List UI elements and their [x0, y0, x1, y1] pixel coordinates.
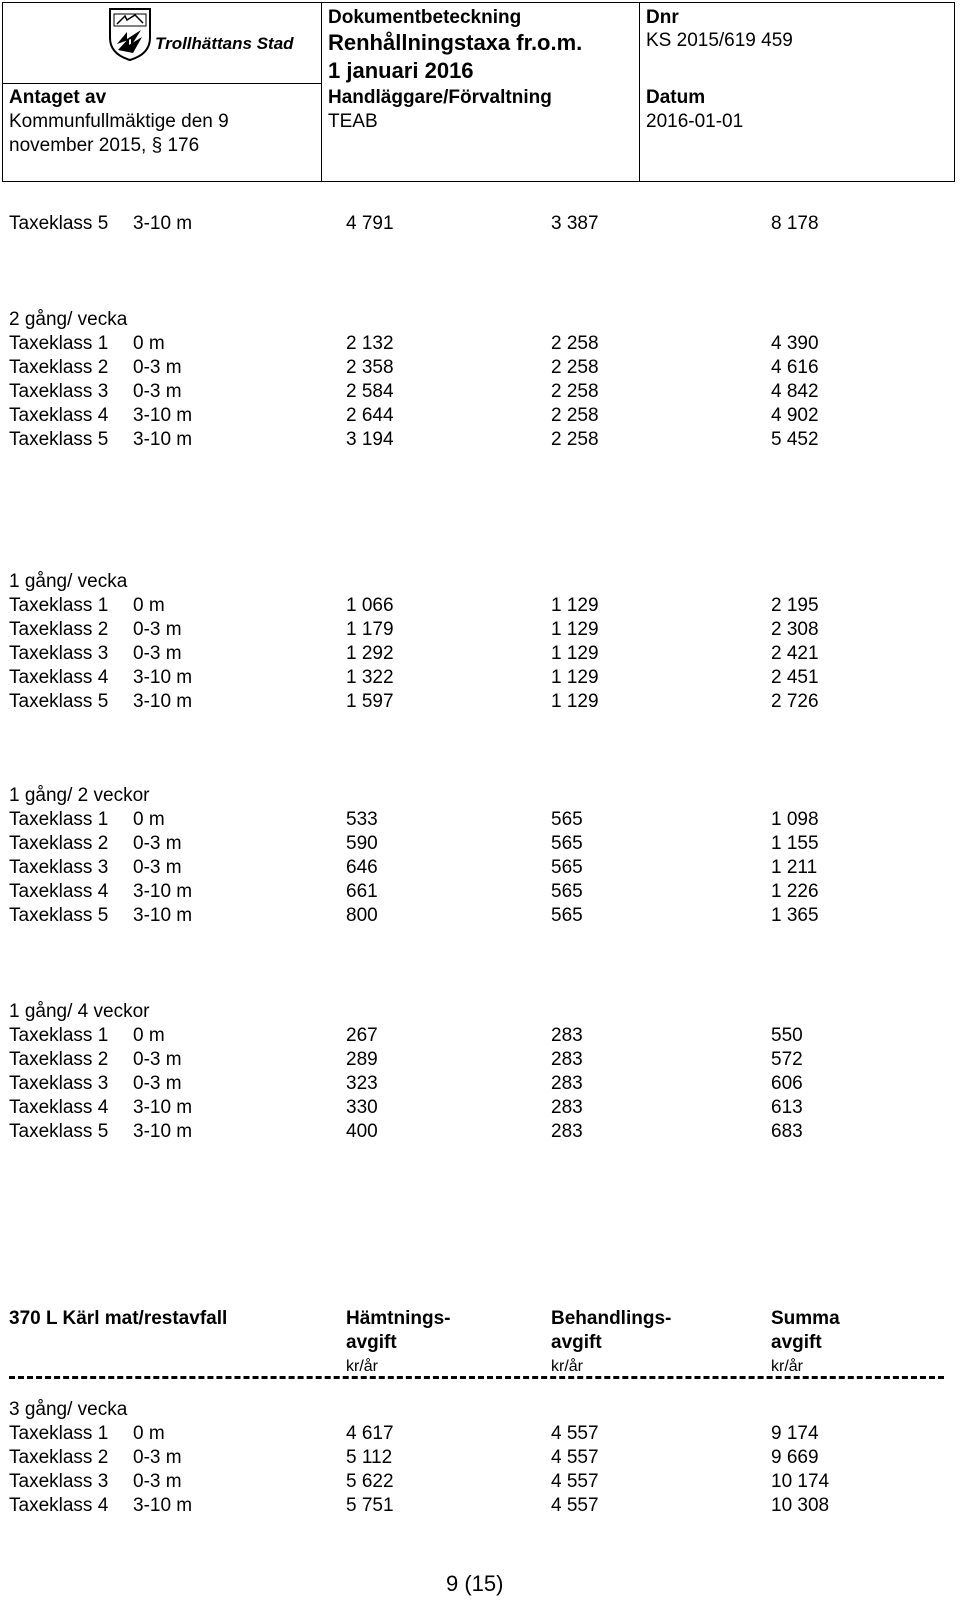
table-row: [0, 594, 960, 618]
table-row: [0, 904, 960, 928]
row-size: 0 m: [133, 1423, 165, 1444]
row-label: Taxeklass 5: [9, 691, 109, 712]
row-summa: 10 174: [771, 1471, 830, 1492]
row-size: 0-3 m: [133, 381, 182, 402]
doc-title-line2: 1 januari 2016: [328, 58, 474, 83]
row-hamtning: 289: [346, 1049, 378, 1070]
row-behandling: 283: [551, 1121, 583, 1142]
row-hamtning: 1 322: [346, 667, 394, 688]
table-row: [0, 1494, 960, 1518]
table-row: [0, 332, 960, 356]
group-title: 3 gång/ vecka: [9, 1399, 128, 1420]
col-hamtning-line2: avgift: [346, 1332, 397, 1353]
table-row: [0, 212, 960, 236]
row-label: Taxeklass 5: [9, 1121, 109, 1142]
row-hamtning: 3 194: [346, 429, 394, 450]
row-size: 3-10 m: [133, 405, 193, 426]
row-summa: 1 365: [771, 905, 819, 926]
row-label: Taxeklass 1: [9, 333, 109, 354]
table-row: [0, 880, 960, 904]
col-summa-unit: kr/år: [771, 1358, 803, 1375]
table-row: [0, 832, 960, 856]
row-label: Taxeklass 4: [9, 405, 109, 426]
group-title: 1 gång/ 2 veckor: [9, 785, 150, 806]
row-behandling: 565: [551, 833, 583, 854]
row-behandling: 2 258: [551, 333, 599, 354]
row-hamtning: 800: [346, 905, 378, 926]
row-summa: 9 669: [771, 1447, 819, 1468]
row-label: Taxeklass 4: [9, 1495, 109, 1516]
row-size: 3-10 m: [133, 905, 193, 926]
row-behandling: 3 387: [551, 213, 599, 234]
row-size: 0 m: [133, 1025, 165, 1046]
row-size: 0-3 m: [133, 1049, 182, 1070]
col-behandling-unit: kr/år: [551, 1358, 583, 1375]
row-size: 0-3 m: [133, 1447, 182, 1468]
row-label: Taxeklass 3: [9, 1471, 109, 1492]
row-summa: 2 451: [771, 667, 819, 688]
row-summa: 606: [771, 1073, 803, 1094]
row-hamtning: 1 292: [346, 643, 394, 664]
row-hamtning: 661: [346, 881, 378, 902]
col-hamtning-unit: kr/år: [346, 1358, 378, 1375]
row-summa: 2 308: [771, 619, 819, 640]
dnr-label: Dnr: [646, 7, 679, 28]
row-behandling: 2 258: [551, 381, 599, 402]
row-label: Taxeklass 4: [9, 1097, 109, 1118]
dnr-value: KS 2015/619 459: [646, 30, 793, 51]
doc-title-line1: Renhållningstaxa fr.o.m.: [328, 30, 583, 55]
row-size: 0 m: [133, 333, 165, 354]
row-behandling: 2 258: [551, 405, 599, 426]
row-label: Taxeklass 4: [9, 881, 109, 902]
row-summa: 4 902: [771, 405, 819, 426]
col-summa-line2: avgift: [771, 1332, 822, 1353]
row-label: Taxeklass 4: [9, 667, 109, 688]
row-hamtning: 646: [346, 857, 378, 878]
row-label: Taxeklass 1: [9, 595, 109, 616]
row-label: Taxeklass 1: [9, 1025, 109, 1046]
row-size: 3-10 m: [133, 429, 193, 450]
row-behandling: 1 129: [551, 619, 599, 640]
row-size: 3-10 m: [133, 691, 193, 712]
table-row: [0, 642, 960, 666]
row-summa: 8 178: [771, 213, 819, 234]
table-row: [0, 808, 960, 832]
row-behandling: 1 129: [551, 667, 599, 688]
group-title: 1 gång/ vecka: [9, 571, 128, 592]
date-label: Datum: [646, 87, 706, 108]
row-summa: 4 390: [771, 333, 819, 354]
row-hamtning: 2 644: [346, 405, 394, 426]
table-row: [0, 1446, 960, 1470]
row-behandling: 4 557: [551, 1447, 599, 1468]
row-hamtning: 2 132: [346, 333, 394, 354]
row-label: Taxeklass 5: [9, 213, 109, 234]
table-row: [0, 404, 960, 428]
row-hamtning: 400: [346, 1121, 378, 1142]
row-label: Taxeklass 3: [9, 857, 109, 878]
row-size: 0-3 m: [133, 833, 182, 854]
row-label: Taxeklass 1: [9, 809, 109, 830]
table-row: [0, 1072, 960, 1096]
row-size: 3-10 m: [133, 881, 193, 902]
row-size: 0 m: [133, 809, 165, 830]
row-size: 0 m: [133, 595, 165, 616]
handler-label: Handläggare/Förvaltning: [328, 87, 552, 108]
row-summa: 2 726: [771, 691, 819, 712]
table-row: [0, 618, 960, 642]
adopted-line1: Kommunfullmäktige den 9: [9, 111, 229, 132]
row-size: 0-3 m: [133, 643, 182, 664]
section-title: 370 L Kärl mat/restavfall: [9, 1308, 228, 1329]
row-hamtning: 590: [346, 833, 378, 854]
table-row: [0, 380, 960, 404]
col-behandling-line2: avgift: [551, 1332, 602, 1353]
row-label: Taxeklass 2: [9, 619, 109, 640]
row-size: 0-3 m: [133, 357, 182, 378]
row-summa: 683: [771, 1121, 803, 1142]
row-behandling: 1 129: [551, 595, 599, 616]
row-size: 0-3 m: [133, 619, 182, 640]
row-size: 0-3 m: [133, 857, 182, 878]
row-hamtning: 330: [346, 1097, 378, 1118]
row-summa: 9 174: [771, 1423, 819, 1444]
row-hamtning: 5 112: [346, 1447, 393, 1468]
row-behandling: 4 557: [551, 1423, 599, 1444]
table-row: [0, 856, 960, 880]
row-size: 3-10 m: [133, 667, 193, 688]
adopted-line2: november 2015, § 176: [9, 135, 200, 156]
row-summa: 2 421: [771, 643, 819, 664]
row-summa: 1 226: [771, 881, 819, 902]
row-label: Taxeklass 2: [9, 1447, 109, 1468]
row-hamtning: 4 617: [346, 1423, 394, 1444]
row-label: Taxeklass 5: [9, 905, 109, 926]
row-label: Taxeklass 1: [9, 1423, 109, 1444]
row-hamtning: 2 584: [346, 381, 394, 402]
row-hamtning: 5 751: [346, 1495, 394, 1516]
row-hamtning: 1 066: [346, 595, 394, 616]
row-size: 0-3 m: [133, 1471, 182, 1492]
handler-value: TEAB: [328, 111, 378, 132]
row-size: 3-10 m: [133, 1495, 193, 1516]
row-hamtning: 5 622: [346, 1471, 394, 1492]
row-behandling: 565: [551, 905, 583, 926]
row-summa: 550: [771, 1025, 803, 1046]
row-behandling: 4 557: [551, 1471, 599, 1492]
row-size: 3-10 m: [133, 213, 193, 234]
row-hamtning: 323: [346, 1073, 378, 1094]
group-title: 2 gång/ vecka: [9, 309, 128, 330]
table-row: [0, 1096, 960, 1120]
row-behandling: 2 258: [551, 429, 599, 450]
col-summa-line1: Summa: [771, 1308, 840, 1329]
row-behandling: 2 258: [551, 357, 599, 378]
row-label: Taxeklass 2: [9, 833, 109, 854]
group-title: 1 gång/ 4 veckor: [9, 1001, 150, 1022]
table-row: [0, 1048, 960, 1072]
row-behandling: 1 129: [551, 691, 599, 712]
row-summa: 4 842: [771, 381, 819, 402]
table-row: [0, 428, 960, 452]
row-behandling: 283: [551, 1073, 583, 1094]
dashed-divider: [9, 1376, 944, 1383]
row-size: 3-10 m: [133, 1121, 193, 1142]
header-divider: [3, 83, 321, 84]
table-row: [0, 666, 960, 690]
row-summa: 1 211: [771, 857, 818, 878]
row-summa: 613: [771, 1097, 803, 1118]
row-size: 3-10 m: [133, 1097, 193, 1118]
row-size: 0-3 m: [133, 1073, 182, 1094]
row-hamtning: 2 358: [346, 357, 394, 378]
row-behandling: 283: [551, 1097, 583, 1118]
row-behandling: 1 129: [551, 643, 599, 664]
row-behandling: 565: [551, 881, 583, 902]
row-hamtning: 533: [346, 809, 378, 830]
row-summa: 572: [771, 1049, 803, 1070]
row-behandling: 565: [551, 809, 583, 830]
row-label: Taxeklass 3: [9, 381, 109, 402]
row-behandling: 4 557: [551, 1495, 599, 1516]
row-hamtning: 267: [346, 1025, 378, 1046]
doc-label: Dokumentbeteckning: [328, 7, 522, 28]
row-label: Taxeklass 2: [9, 357, 109, 378]
table-row: [0, 690, 960, 714]
row-label: Taxeklass 5: [9, 429, 109, 450]
table-row: [0, 1120, 960, 1144]
logo-text: Trollhättans Stad: [155, 34, 294, 53]
row-summa: 4 616: [771, 357, 819, 378]
row-summa: 1 098: [771, 809, 819, 830]
adopted-label: Antaget av: [9, 87, 107, 108]
row-behandling: 565: [551, 857, 583, 878]
table-row: [0, 1422, 960, 1446]
row-summa: 1 155: [771, 833, 819, 854]
row-label: Taxeklass 2: [9, 1049, 109, 1070]
row-summa: 10 308: [771, 1495, 830, 1516]
header-divider: [639, 3, 640, 181]
row-summa: 5 452: [771, 429, 819, 450]
row-hamtning: 1 597: [346, 691, 394, 712]
table-row: [0, 356, 960, 380]
table-row: [0, 1470, 960, 1494]
row-hamtning: 4 791: [346, 213, 394, 234]
row-summa: 2 195: [771, 595, 819, 616]
row-label: Taxeklass 3: [9, 1073, 109, 1094]
col-behandling-line1: Behandlings-: [551, 1308, 672, 1329]
header-divider: [321, 3, 322, 181]
col-hamtning-line1: Hämtnings-: [346, 1308, 451, 1329]
table-row: [0, 1024, 960, 1048]
row-hamtning: 1 179: [346, 619, 394, 640]
row-behandling: 283: [551, 1025, 583, 1046]
row-label: Taxeklass 3: [9, 643, 109, 664]
row-behandling: 283: [551, 1049, 583, 1070]
date-value: 2016-01-01: [646, 111, 744, 132]
page-number: 9 (15): [446, 1571, 504, 1596]
